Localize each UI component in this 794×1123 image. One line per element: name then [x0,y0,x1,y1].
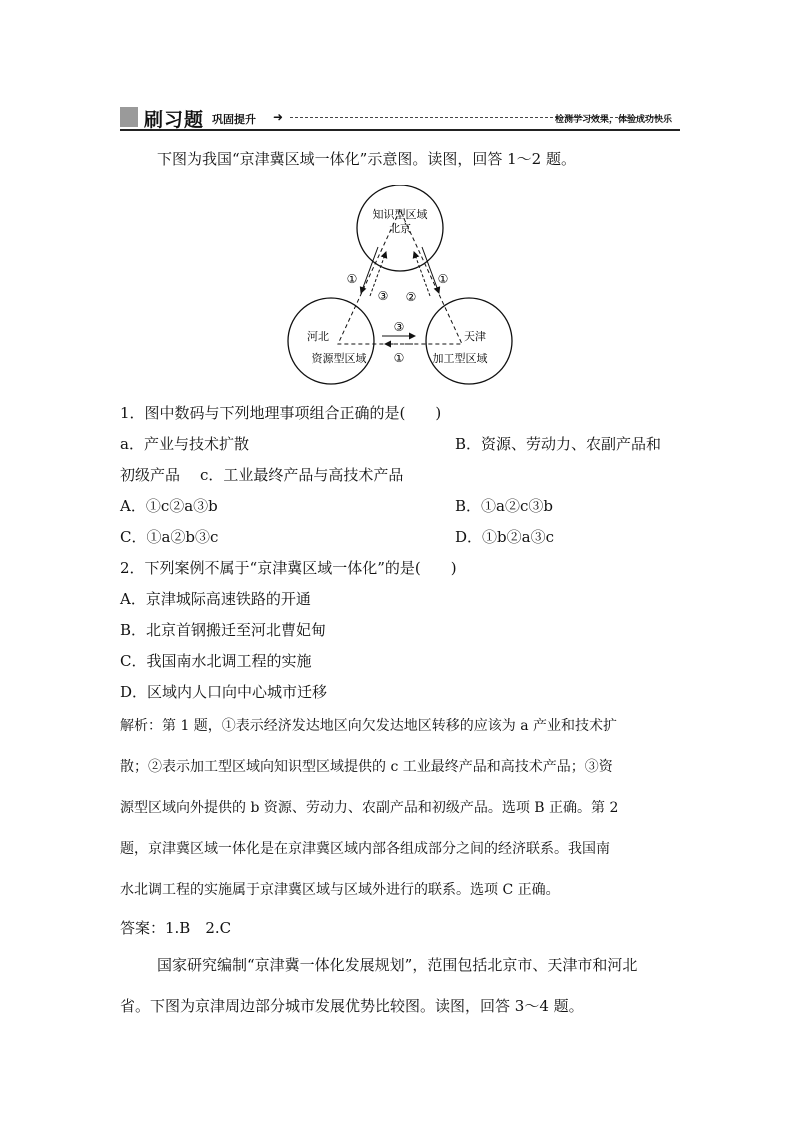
hebei-circle [288,298,374,384]
q1-item-b: B．资源、劳动力、农副产品和 [455,435,662,453]
banner-title: 刷习题 [144,109,205,131]
arrow-label-tj-bj: ② [405,290,417,304]
q2-option-b: B．北京首钢搬迁至河北曹妃甸 [120,621,327,639]
arrow-label-bj-hb: ① [346,272,358,286]
q1-stem: 1．图中数码与下列地理事项组合正确的是( ) [120,404,442,422]
arrow-label-bj-tj: ① [437,272,449,286]
q1-item-b-cont: 初级产品 [120,466,181,484]
analysis-line-4: 题，京津冀区域一体化是在京津冀区域内部各组成部分之间的经济联系。我国南 [120,841,610,857]
q1-option-d: D．①b②a③c [455,528,554,546]
intro-paragraph-2-line-1: 国家研究编制“京津冀一体化发展规划”，范围包括北京市、天津市和河北 [157,956,638,974]
q2-option-d: D．区域内人口向中心城市迁移 [120,683,328,701]
region-integration-diagram [285,185,515,390]
analysis-line-2: 散；②表示加工型区域向知识型区域提供的 c 工业最终产品和高技术产品；③资 [120,759,613,775]
banner-slogan: 检测学习效果，体验成功快乐 [554,115,672,125]
q1-item-c: c．工业最终产品与高技术产品 [200,466,404,484]
tianjin-type-label: 加工型区域 [432,352,488,365]
q2-option-c: C．我国南水北调工程的实施 [120,652,312,670]
arrow-bj-to-hb [361,247,378,293]
arrow-label-tj-hb: ① [393,351,405,365]
intro-paragraph-1: 下图为我国“京津冀区域一体化”示意图。读图，回答 1～2 题。 [157,150,576,168]
q2-stem: 2．下列案例不属于“京津冀区域一体化”的是( ) [120,559,457,577]
tianjin-label: 天津 [464,330,486,343]
q2-option-a: A．京津城际高速铁路的开通 [120,590,311,608]
section-banner [120,105,680,129]
analysis-line-3: 源型区域向外提供的 b 资源、劳动力、农副产品和初级产品。选项 B 正确。第 2 [120,800,619,816]
arrow-bj-to-tj [422,247,439,293]
arrow-icon: ➜ [273,110,284,124]
beijing-label: 北京 [389,222,411,235]
q1-item-a: a．产业与技术扩散 [120,435,249,453]
q1-option-c: C．①a②b③c [120,528,219,546]
banner-subtitle: 巩固提升 [212,113,256,126]
analysis-line-5: 水北调工程的实施属于京津冀区域与区域外进行的联系。选项 C 正确。 [120,882,560,898]
beijing-type-label: 知识型区域 [372,208,428,221]
q1-option-a: A．①c②a③b [120,497,218,515]
analysis-line-1: 解析：第 1 题，①表示经济发达地区向欠发达地区转移的应该为 a 产业和技术扩 [120,718,618,734]
hebei-label: 河北 [307,330,329,343]
q1-option-b: B．①a②c③b [455,497,553,515]
banner-rule [120,129,680,131]
answer-line: 答案：1.B 2.C [120,919,232,937]
intro-paragraph-2-line-2: 省。下图为京津周边部分城市发展优势比较图。读图，回答 3～4 题。 [120,997,584,1015]
banner-grey-block [120,107,138,127]
hebei-type-label: 资源型区域 [311,352,367,365]
arrow-label-hb-tj: ③ [393,320,405,334]
arrow-label-hb-bj: ③ [377,289,389,303]
